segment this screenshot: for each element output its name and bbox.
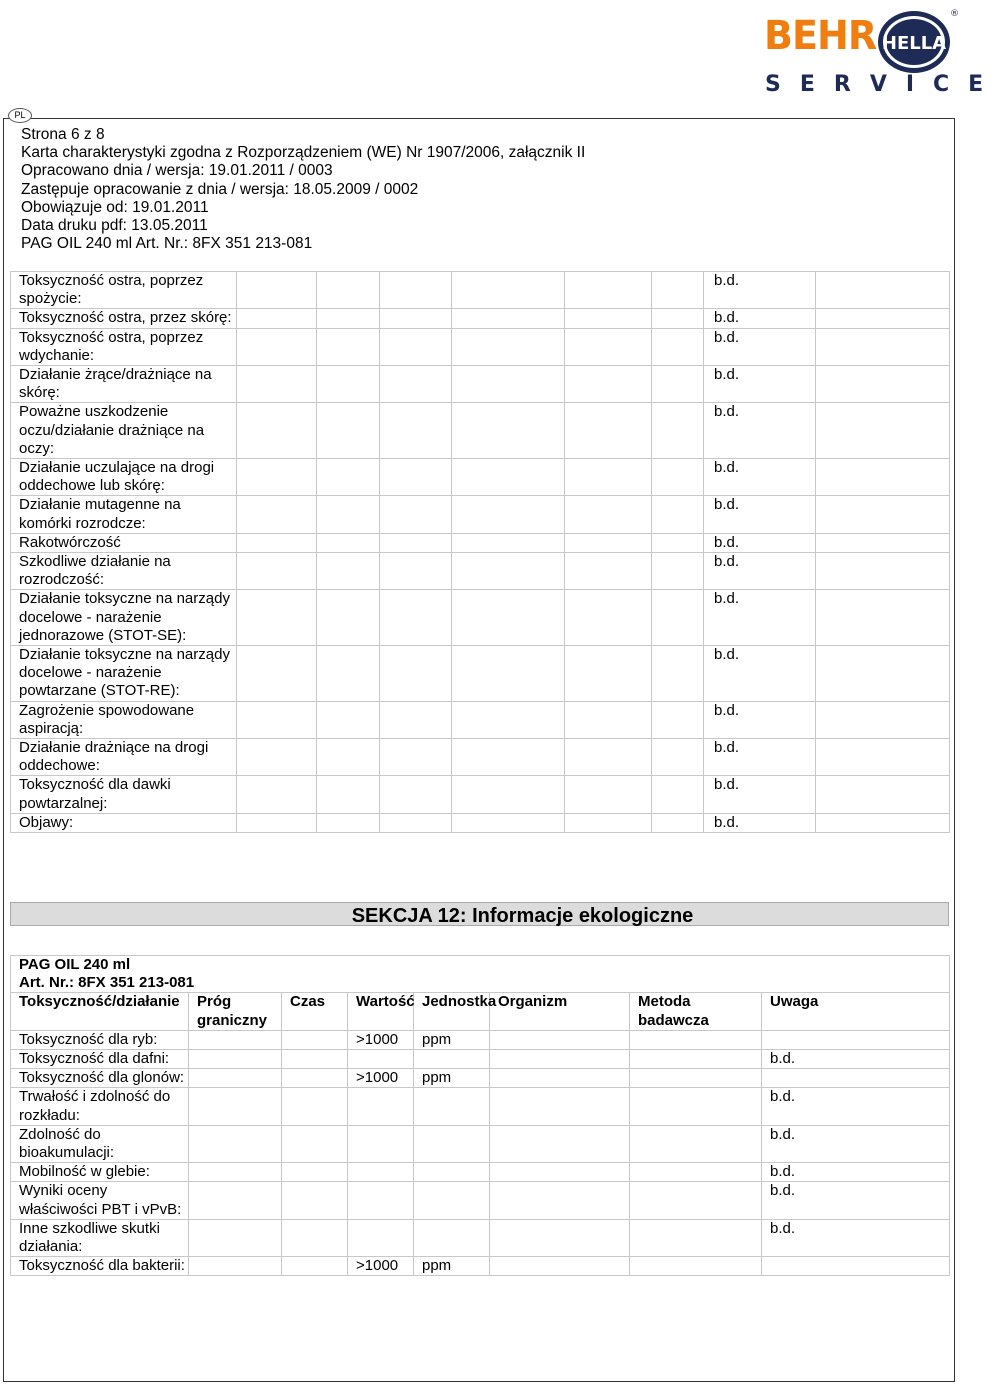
toxicity-value: b.d. — [704, 272, 816, 309]
ecology-label: Toksyczność dla dafni: — [11, 1050, 189, 1069]
toxicity-row — [11, 366, 950, 403]
empty-cell — [490, 1125, 630, 1162]
ecology-label: Trwałość i zdolność do rozkładu: — [11, 1088, 189, 1125]
col-header: Metoda badawcza — [630, 993, 762, 1030]
ecology-value — [348, 1088, 414, 1125]
empty-cell — [317, 553, 380, 590]
toxicity-row — [11, 553, 950, 590]
toxicity-value: b.d. — [704, 496, 816, 533]
col-header: Jednostka — [414, 993, 490, 1030]
toxicity-value: b.d. — [704, 459, 816, 496]
ecology-row — [11, 1088, 950, 1125]
col-header: Toksyczność/działanie — [11, 993, 189, 1030]
empty-cell — [565, 701, 652, 738]
empty-cell — [189, 1030, 282, 1049]
ecology-value — [348, 1125, 414, 1162]
ecology-row — [11, 1125, 950, 1162]
empty-cell — [490, 1219, 630, 1256]
toxicity-row — [11, 272, 950, 309]
empty-cell — [237, 366, 317, 403]
empty-cell — [317, 701, 380, 738]
ecology-label: Mobilność w glebie: — [11, 1163, 189, 1182]
empty-cell — [652, 533, 704, 552]
empty-cell — [380, 366, 452, 403]
empty-cell — [380, 739, 452, 776]
empty-cell — [452, 646, 565, 702]
ecology-value — [348, 1182, 414, 1219]
empty-cell — [282, 1257, 348, 1276]
toxicity-label: Działanie drażniące na drogi oddechowe: — [11, 739, 237, 776]
toxicity-value: b.d. — [704, 590, 816, 646]
empty-cell — [380, 459, 452, 496]
empty-cell — [237, 403, 317, 459]
ecology-table-header — [11, 993, 950, 1030]
empty-cell — [652, 366, 704, 403]
toxicity-row — [11, 496, 950, 533]
regulation-line: Karta charakterystyki zgodna z Rozporządzeniem (WE) Nr 1907/2006, załącznik II — [21, 144, 586, 162]
empty-cell — [237, 813, 317, 832]
empty-cell — [282, 1219, 348, 1256]
empty-cell — [652, 328, 704, 365]
empty-cell — [816, 813, 950, 832]
toxicity-label: Działanie uczulające na drogi oddechowe lub skórę: — [11, 459, 237, 496]
empty-cell — [452, 328, 565, 365]
empty-cell — [380, 646, 452, 702]
toxicity-label: Działanie toksyczne na narządy docelowe - narażenie powtarzane (STOT-RE): — [11, 646, 237, 702]
empty-cell — [652, 309, 704, 328]
empty-cell — [317, 403, 380, 459]
ecology-value: >1000 — [348, 1030, 414, 1049]
empty-cell — [317, 496, 380, 533]
empty-cell — [490, 1030, 630, 1049]
ecology-note — [762, 1030, 950, 1049]
empty-cell — [816, 496, 950, 533]
empty-cell — [452, 272, 565, 309]
hella-logo — [876, 4, 958, 76]
toxicity-label: Działanie toksyczne na narządy docelowe - narażenie jednorazowe (STOT-SE): — [11, 590, 237, 646]
toxicity-label: Szkodliwe działanie na rozrodczość: — [11, 553, 237, 590]
toxicity-row — [11, 533, 950, 552]
empty-cell — [237, 459, 317, 496]
empty-cell — [317, 776, 380, 813]
toxicity-label: Rakotwórczość — [11, 533, 237, 552]
empty-cell — [237, 533, 317, 552]
empty-cell — [652, 403, 704, 459]
empty-cell — [630, 1219, 762, 1256]
ecology-note: b.d. — [762, 1088, 950, 1125]
valid-from-line: Obowiązuje od: 19.01.2011 — [21, 198, 209, 216]
empty-cell — [652, 459, 704, 496]
empty-cell — [282, 1088, 348, 1125]
empty-cell — [237, 590, 317, 646]
empty-cell — [630, 1050, 762, 1069]
toxicity-value: b.d. — [704, 739, 816, 776]
ecology-value — [348, 1163, 414, 1182]
empty-cell — [816, 590, 950, 646]
empty-cell — [317, 328, 380, 365]
ecology-label: Inne szkodliwe skutki działania: — [11, 1219, 189, 1256]
col-header: Organizm — [490, 993, 630, 1030]
empty-cell — [237, 646, 317, 702]
ecology-unit — [414, 1088, 490, 1125]
ecology-label: Wyniki oceny właściwości PBT i vPvB: — [11, 1182, 189, 1219]
empty-cell — [237, 272, 317, 309]
empty-cell — [380, 328, 452, 365]
ecology-note: b.d. — [762, 1125, 950, 1162]
empty-cell — [816, 646, 950, 702]
empty-cell — [816, 739, 950, 776]
empty-cell — [565, 553, 652, 590]
col-header: Próg graniczny — [189, 993, 282, 1030]
empty-cell — [816, 533, 950, 552]
toxicity-value: b.d. — [704, 646, 816, 702]
empty-cell — [189, 1050, 282, 1069]
empty-cell — [189, 1182, 282, 1219]
empty-cell — [380, 403, 452, 459]
ecology-unit — [414, 1163, 490, 1182]
empty-cell — [237, 328, 317, 365]
empty-cell — [652, 272, 704, 309]
empty-cell — [380, 533, 452, 552]
ecology-unit — [414, 1219, 490, 1256]
toxicity-label: Toksyczność dla dawki powtarzalnej: — [11, 776, 237, 813]
replaces-line: Zastępuje opracowanie z dnia / wersja: 18.05.2009 / 0002 — [21, 180, 419, 198]
empty-cell — [282, 1050, 348, 1069]
ecology-label: Toksyczność dla ryb: — [11, 1030, 189, 1049]
empty-cell — [237, 776, 317, 813]
ecology-unit — [414, 1050, 490, 1069]
ecology-table — [10, 955, 950, 1276]
registered-mark: ® — [950, 9, 959, 19]
product-line: PAG OIL 240 ml Art. Nr.: 8FX 351 213-081 — [21, 235, 313, 253]
ecology-note: b.d. — [762, 1219, 950, 1256]
empty-cell — [490, 1257, 630, 1276]
empty-cell — [317, 309, 380, 328]
empty-cell — [816, 701, 950, 738]
empty-cell — [565, 328, 652, 365]
empty-cell — [452, 739, 565, 776]
ecology-note — [762, 1257, 950, 1276]
empty-cell — [282, 1182, 348, 1219]
toxicity-row — [11, 590, 950, 646]
empty-cell — [565, 533, 652, 552]
empty-cell — [317, 590, 380, 646]
toxicity-value: b.d. — [704, 366, 816, 403]
empty-cell — [452, 813, 565, 832]
ecology-label: Toksyczność dla bakterii: — [11, 1257, 189, 1276]
empty-cell — [490, 1069, 630, 1088]
ecology-row — [11, 1050, 950, 1069]
product-name: PAG OIL 240 ml — [19, 956, 131, 973]
empty-cell — [652, 496, 704, 533]
toxicity-row — [11, 739, 950, 776]
empty-cell — [652, 590, 704, 646]
ecology-unit: ppm — [414, 1069, 490, 1088]
empty-cell — [237, 309, 317, 328]
empty-cell — [816, 553, 950, 590]
empty-cell — [452, 533, 565, 552]
empty-cell — [565, 776, 652, 813]
empty-cell — [816, 366, 950, 403]
toxicity-row — [11, 459, 950, 496]
prepared-line: Opracowano dnia / wersja: 19.01.2011 / 0003 — [21, 162, 333, 180]
empty-cell — [565, 272, 652, 309]
empty-cell — [189, 1088, 282, 1125]
empty-cell — [565, 646, 652, 702]
empty-cell — [189, 1163, 282, 1182]
toxicity-value: b.d. — [704, 403, 816, 459]
empty-cell — [237, 496, 317, 533]
toxicity-value: b.d. — [704, 309, 816, 328]
ecology-value: >1000 — [348, 1069, 414, 1088]
empty-cell — [652, 701, 704, 738]
hella-logo-text: HELLA — [881, 33, 947, 54]
empty-cell — [565, 496, 652, 533]
empty-cell — [630, 1182, 762, 1219]
empty-cell — [380, 553, 452, 590]
empty-cell — [490, 1088, 630, 1125]
empty-cell — [490, 1163, 630, 1182]
service-logo: SERVICE — [765, 72, 1002, 97]
toxicity-row — [11, 403, 950, 459]
empty-cell — [380, 813, 452, 832]
empty-cell — [282, 1125, 348, 1162]
ecology-unit: ppm — [414, 1257, 490, 1276]
ecology-row — [11, 1069, 950, 1088]
empty-cell — [452, 553, 565, 590]
toxicity-row — [11, 646, 950, 702]
toxicity-row — [11, 328, 950, 365]
empty-cell — [317, 366, 380, 403]
empty-cell — [237, 701, 317, 738]
empty-cell — [380, 496, 452, 533]
empty-cell — [816, 403, 950, 459]
empty-cell — [380, 309, 452, 328]
toxicity-label: Toksyczność ostra, poprzez spożycie: — [11, 272, 237, 309]
toxicity-value: b.d. — [704, 813, 816, 832]
print-date-line: Data druku pdf: 13.05.2011 — [21, 217, 208, 235]
empty-cell — [237, 553, 317, 590]
language-badge: PL — [8, 108, 32, 123]
empty-cell — [490, 1182, 630, 1219]
empty-cell — [282, 1069, 348, 1088]
empty-cell — [565, 403, 652, 459]
page-number: Strona 6 z 8 — [21, 126, 105, 143]
ecology-row — [11, 1030, 950, 1049]
ecology-note: b.d. — [762, 1182, 950, 1219]
toxicity-label: Objawy: — [11, 813, 237, 832]
empty-cell — [380, 272, 452, 309]
col-header: Czas — [282, 993, 348, 1030]
section-12-title: SEKCJA 12: Informacje ekologiczne — [10, 902, 949, 926]
toxicity-row — [11, 701, 950, 738]
empty-cell — [282, 1030, 348, 1049]
empty-cell — [189, 1219, 282, 1256]
empty-cell — [317, 813, 380, 832]
behr-logo: BEHR — [764, 13, 877, 59]
empty-cell — [565, 739, 652, 776]
ecology-row — [11, 1219, 950, 1256]
ecology-unit: ppm — [414, 1030, 490, 1049]
empty-cell — [565, 459, 652, 496]
empty-cell — [189, 1125, 282, 1162]
toxicity-value: b.d. — [704, 328, 816, 365]
empty-cell — [452, 403, 565, 459]
ecology-label: Zdolność do bioakumulacji: — [11, 1125, 189, 1162]
empty-cell — [380, 701, 452, 738]
empty-cell — [380, 590, 452, 646]
empty-cell — [452, 590, 565, 646]
empty-cell — [317, 459, 380, 496]
toxicity-label: Działanie żrące/drażniące na skórę: — [11, 366, 237, 403]
empty-cell — [452, 776, 565, 813]
toxicity-label: Zagrożenie spowodowane aspiracją: — [11, 701, 237, 738]
empty-cell — [652, 739, 704, 776]
ecology-value — [348, 1050, 414, 1069]
empty-cell — [189, 1069, 282, 1088]
document-header — [21, 126, 585, 253]
ecology-unit — [414, 1182, 490, 1219]
col-header: Wartość — [348, 993, 414, 1030]
toxicity-label: Toksyczność ostra, przez skórę: — [11, 309, 237, 328]
empty-cell — [189, 1257, 282, 1276]
ecology-row — [11, 1257, 950, 1276]
empty-cell — [565, 813, 652, 832]
empty-cell — [816, 776, 950, 813]
product-name-cell — [11, 956, 950, 993]
empty-cell — [317, 739, 380, 776]
toxicity-value: b.d. — [704, 776, 816, 813]
empty-cell — [816, 328, 950, 365]
empty-cell — [565, 366, 652, 403]
ecology-note: b.d. — [762, 1050, 950, 1069]
empty-cell — [452, 459, 565, 496]
toxicity-row — [11, 813, 950, 832]
toxicity-label: Poważne uszkodzenie oczu/działanie drażniące na oczy: — [11, 403, 237, 459]
ecology-row — [11, 1182, 950, 1219]
empty-cell — [452, 309, 565, 328]
empty-cell — [816, 309, 950, 328]
empty-cell — [630, 1030, 762, 1049]
empty-cell — [652, 776, 704, 813]
ecology-note — [762, 1069, 950, 1088]
empty-cell — [652, 553, 704, 590]
empty-cell — [282, 1163, 348, 1182]
ecology-value: >1000 — [348, 1257, 414, 1276]
toxicity-value: b.d. — [704, 553, 816, 590]
empty-cell — [452, 701, 565, 738]
empty-cell — [630, 1257, 762, 1276]
empty-cell — [380, 776, 452, 813]
empty-cell — [630, 1125, 762, 1162]
empty-cell — [452, 366, 565, 403]
toxicity-value: b.d. — [704, 533, 816, 552]
empty-cell — [630, 1088, 762, 1125]
empty-cell — [237, 739, 317, 776]
empty-cell — [630, 1069, 762, 1088]
empty-cell — [565, 309, 652, 328]
empty-cell — [317, 272, 380, 309]
ecology-label: Toksyczność dla glonów: — [11, 1069, 189, 1088]
toxicity-row — [11, 309, 950, 328]
toxicity-label: Toksyczność ostra, poprzez wdychanie: — [11, 328, 237, 365]
article-number: Art. Nr.: 8FX 351 213-081 — [19, 974, 195, 992]
empty-cell — [816, 459, 950, 496]
ecology-row — [11, 1163, 950, 1182]
empty-cell — [652, 813, 704, 832]
toxicity-label: Działanie mutagenne na komórki rozrodcze: — [11, 496, 237, 533]
empty-cell — [565, 590, 652, 646]
toxicity-value: b.d. — [704, 701, 816, 738]
empty-cell — [317, 646, 380, 702]
ecology-note: b.d. — [762, 1163, 950, 1182]
empty-cell — [490, 1050, 630, 1069]
empty-cell — [652, 646, 704, 702]
empty-cell — [630, 1163, 762, 1182]
empty-cell — [452, 496, 565, 533]
toxicity-table — [10, 271, 950, 833]
col-header: Uwaga — [762, 993, 950, 1030]
toxicity-row — [11, 776, 950, 813]
empty-cell — [317, 533, 380, 552]
ecology-unit — [414, 1125, 490, 1162]
empty-cell — [816, 272, 950, 309]
ecology-value — [348, 1219, 414, 1256]
